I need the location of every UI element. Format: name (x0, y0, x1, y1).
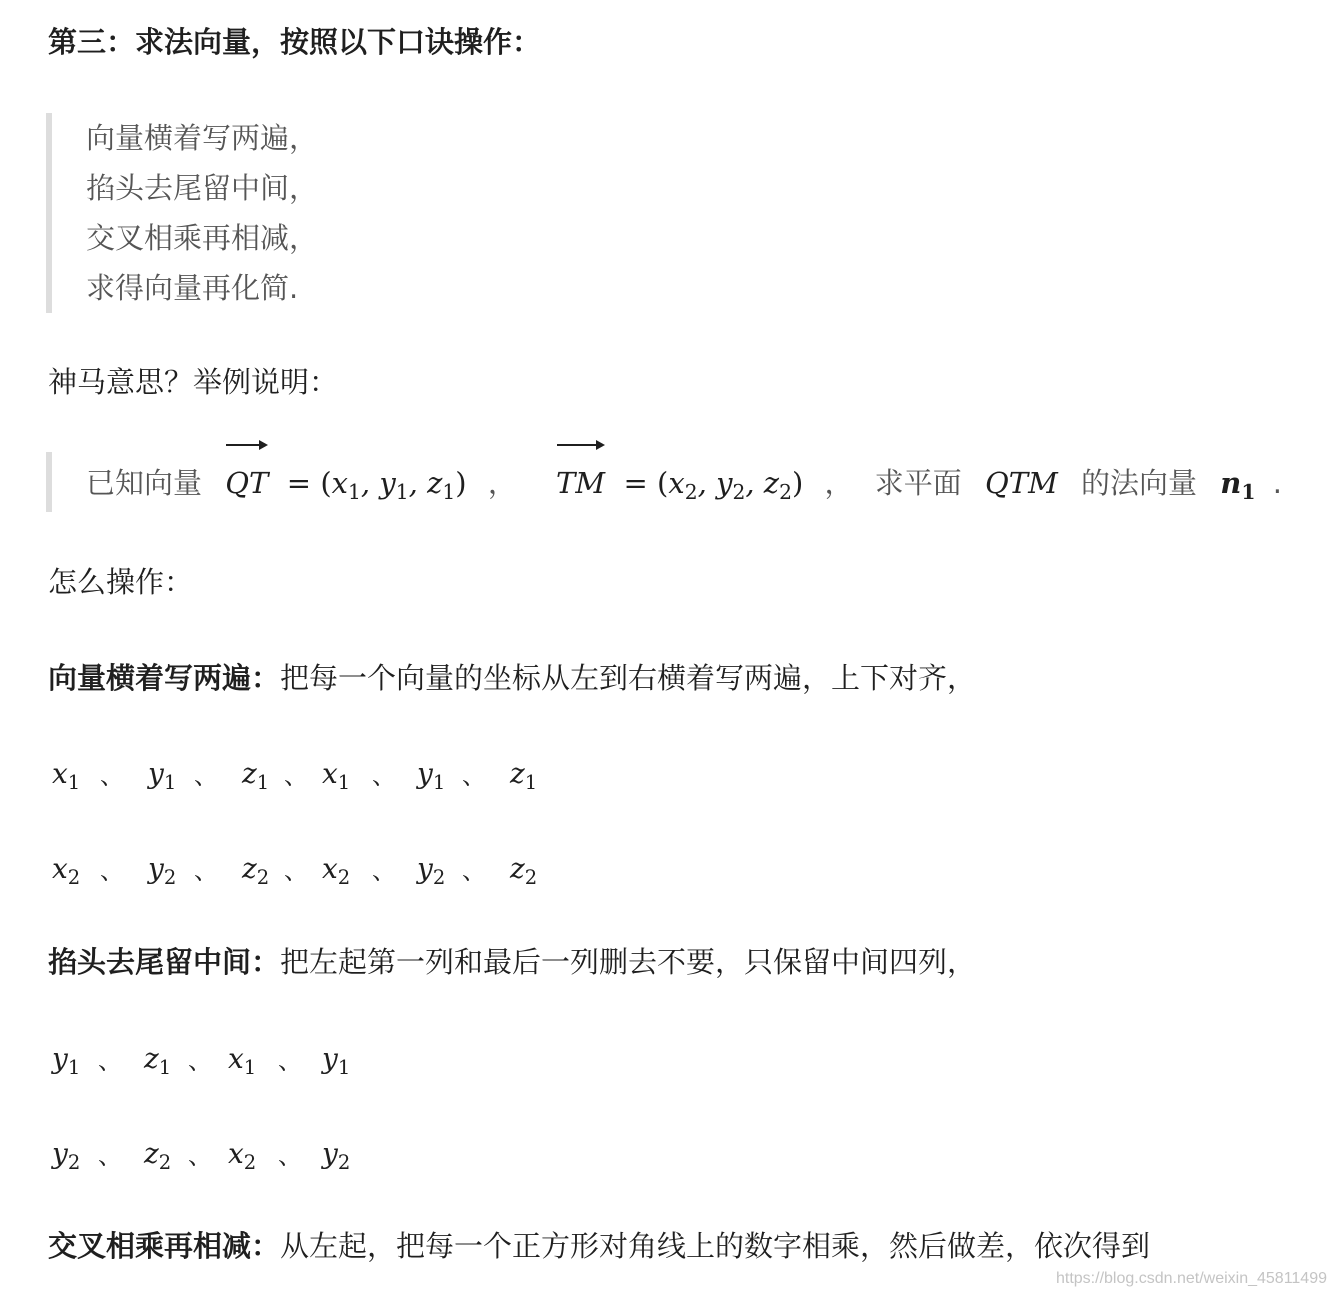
mnemonic-line-2: 掐头去尾留中间， (86, 171, 319, 205)
example-blockquote (46, 452, 1282, 512)
row3-item-1: $y_1$ (52, 1042, 81, 1079)
step-3-title: 交叉相乘再相减： (48, 1229, 281, 1263)
step-1-text: 把每一个向量的坐标从左到右横着写两遍，上下对齐， (280, 661, 977, 695)
example-end: . (1272, 466, 1282, 500)
plane-name: QTM (985, 466, 1058, 500)
step-3-text: 从左起，把每一个正方形对角线上的数字相乘，然后做差，依次得到 (280, 1229, 1151, 1263)
row3-item-4: $y_1$ (322, 1042, 351, 1079)
row1-item-3: $z_1$ (242, 757, 270, 794)
vector-tm-symbol (556, 452, 605, 514)
separator: 、 (98, 1142, 122, 1170)
step-1-title: 向量横着写两遍： (48, 661, 281, 695)
section-heading (48, 22, 541, 62)
normal-vector: $n_1$ (1220, 466, 1256, 505)
vector-tm (556, 466, 813, 505)
example-middle: 求平面 (874, 466, 962, 500)
step-2 (48, 942, 976, 982)
example-comma-2: ， (824, 466, 854, 500)
step-2-title: 掐头去尾留中间： (48, 945, 281, 979)
row2-item-2: $y_2$ (148, 852, 177, 889)
row1-item-1: $x_1$ (52, 757, 81, 794)
separator: 、 (194, 857, 218, 885)
separator: 、 (188, 1047, 212, 1075)
separator: 、 (462, 762, 486, 790)
step-2-text: 把左起第一列和最后一列删去不要，只保留中间四列， (280, 945, 977, 979)
step-1 (48, 658, 976, 698)
vector-arrow-icon (556, 439, 605, 451)
row3-item-2: $z_1$ (144, 1042, 172, 1079)
row4-item-1: $y_2$ (52, 1137, 81, 1174)
mnemonic-line-4: 求得向量再化简. (86, 271, 299, 305)
example-line (86, 452, 1282, 512)
example-comma-1: ， (487, 466, 517, 500)
separator: 、 (100, 857, 124, 885)
watermark: https://blog.csdn.net/weixin_45811499 (1055, 1270, 1327, 1287)
vector-tm-value: = ($x_2$, $y_2$, $z_2$) (614, 466, 804, 505)
vector-arrow-icon (225, 439, 268, 451)
separator: 、 (372, 762, 396, 790)
row4-item-2: $z_2$ (144, 1137, 172, 1174)
row2-item-1: $x_2$ (52, 852, 81, 889)
section-heading-text: 第三：求法向量，按照以下口诀操作： (48, 25, 542, 59)
separator: 、 (284, 857, 308, 885)
row2-item-5: $y_2$ (417, 852, 446, 889)
separator: 、 (100, 762, 124, 790)
separator: 、 (278, 1047, 302, 1075)
separator: 、 (278, 1142, 302, 1170)
separator: 、 (188, 1142, 212, 1170)
row2-item-3: $z_2$ (242, 852, 270, 889)
vector-qt-symbol (225, 452, 268, 514)
vector-qt-value: = ($x_1$, $y_1$, $z_1$) (277, 466, 467, 505)
separator: 、 (98, 1047, 122, 1075)
vector-tm-name: TM (556, 466, 606, 500)
row2-item-6: $z_2$ (510, 852, 538, 889)
row2-item-4: $x_2$ (322, 852, 351, 889)
mnemonic-blockquote (46, 113, 318, 313)
row1-item-5: $y_1$ (417, 757, 446, 794)
separator: 、 (284, 762, 308, 790)
separator: 、 (462, 857, 486, 885)
example-suffix: 的法向量 (1081, 466, 1198, 500)
vector-qt (225, 466, 476, 505)
mnemonic-line-1: 向量横着写两遍， (86, 121, 319, 155)
row4-item-3: $x_2$ (228, 1137, 257, 1174)
vector-qt-name: QT (225, 466, 269, 500)
example-prefix: 已知向量 (86, 466, 203, 500)
row1-item-4: $x_1$ (322, 757, 351, 794)
row1-item-2: $y_1$ (148, 757, 177, 794)
row1-item-6: $z_1$ (510, 757, 538, 794)
how-to-heading: 怎么操作： (48, 565, 194, 599)
separator: 、 (372, 857, 396, 885)
separator: 、 (194, 762, 218, 790)
question-intro: 神马意思？举例说明： (48, 365, 339, 399)
row3-item-3: $x_1$ (228, 1042, 257, 1079)
row4-item-4: $y_2$ (322, 1137, 351, 1174)
step-3 (48, 1226, 1150, 1266)
mnemonic-line-3: 交叉相乘再相减， (86, 221, 319, 255)
